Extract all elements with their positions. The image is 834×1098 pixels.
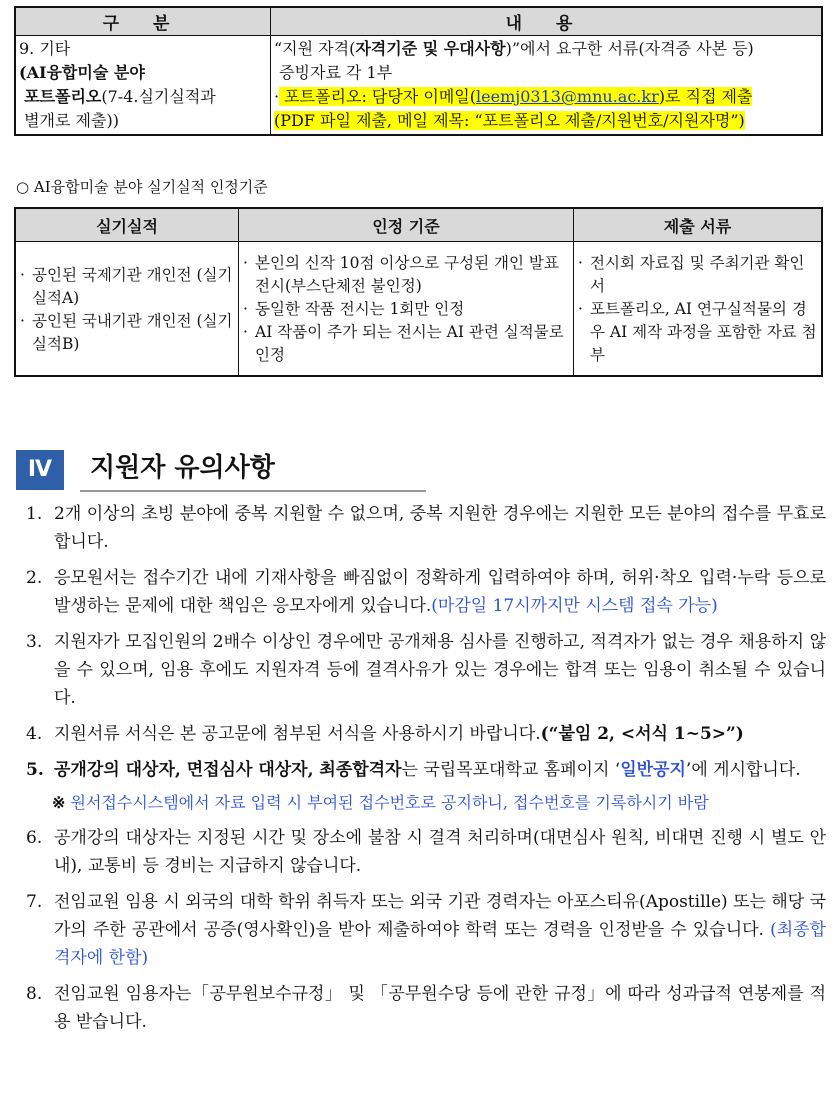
item-text: 전임교원 임용자는「공무원보수규정」 및 「공무원수당 등에 관한 규정」에 따라 성과급적 연봉제를 적용 받습니다. [54, 984, 826, 1032]
item-number: 2. [26, 568, 43, 588]
item-number: 4. [26, 724, 43, 744]
item-number: 5. [26, 760, 44, 780]
item-text: ’에 게시합니다. [685, 760, 801, 780]
content-text: )”에서 요구한 서류(자격증 사본 등) [505, 39, 754, 58]
item-text: 공개강의 대상자는 지정된 시간 및 장소에 불참 시 결격 처리하며(대면심사 원칙, 비대면 진행 시 별도 안내), 교통비 등 경비는 지급하지 않습니다. [54, 828, 826, 876]
item-number: 6. [26, 828, 43, 848]
list-item [26, 756, 826, 784]
content-text: “지원 자격( [274, 39, 356, 58]
criteria-item: AI 작품이 주가 되는 전시는 AI 관련 실적물로 인정 [255, 323, 564, 364]
email-link[interactable]: leemj0313@mnu.ac.kr [476, 87, 659, 106]
section-underline [80, 490, 426, 492]
list-item [26, 824, 826, 880]
category-line: 별개로 제출)) [24, 111, 119, 130]
item-number: 8. [26, 984, 43, 1004]
category-line-bold: 포트폴리오 [24, 87, 102, 106]
item-bold-text: (“붙임 2, <서식 1~5>”) [540, 724, 744, 744]
section-number: Ⅳ [16, 450, 64, 490]
document-item: 포트폴리오, AI 연구실적물의 경우 AI 제작 과정을 포함한 자료 첨부 [590, 300, 817, 364]
category-line: 9. 기타 [19, 39, 71, 58]
category-line: (7-4.실기실적과 [101, 87, 216, 106]
note-text: 원서접수시스템에서 자료 입력 시 부여된 접수번호로 공지하니, 접수번호를 기록하시기 바람 [65, 793, 709, 812]
performance-item: 공인된 국내기관 개인전 (실기실적B) [32, 312, 233, 353]
section-title: 지원자 유의사항 [90, 453, 275, 483]
item-number: 1. [26, 504, 43, 524]
item-text: 는 국립목포대학교 홈페이지 ‘ [401, 760, 621, 780]
header-content: 내 용 [271, 7, 823, 36]
header-performance: 실기실적 [15, 208, 239, 242]
item-text: 전임교원 임용 시 외국의 대학 학위 취득자 또는 외국 기관 경력자는 아포스티유(Apostille) 또는 해당 국가의 주한 공관에서 공증(영사확인)을 받아 제출하여야 학력 또는 경력을 인정받을 수 있습니다. [54, 892, 826, 940]
document-item: 전시회 자료집 및 주최기관 확인서 [590, 254, 805, 295]
item-blue-text: (마감일 17시까지만 시스템 접속 가능) [431, 596, 718, 616]
criteria-item: 본인의 신작 10점 이상으로 구성된 개인 발표 전시(부스단체전 불인정) [255, 254, 559, 295]
category-cell [15, 36, 271, 136]
header-documents: 제출 서류 [574, 208, 823, 242]
content-cell [271, 36, 823, 136]
item-text: 응모원서는 접수기간 내에 기재사항을 빠짐없이 정확하게 입력하여야 하며, 허위·착오 입력·누락 등으로 발생하는 문제에 대한 책임은 응모자에게 있습니다. [54, 568, 826, 616]
list-item [26, 888, 826, 972]
list-item [26, 720, 826, 748]
list-item [26, 628, 826, 712]
documents-cell: · 전시회 자료집 및 주최기관 확인서 · 포트폴리오, AI 연구실적물의 경우 AI 제작 과정을 포함한 자료 첨부 [574, 242, 823, 377]
bullet-dot: · [274, 87, 280, 106]
item-blue-text: (최종합격자에 한함) [54, 920, 826, 968]
header-criteria: 인정 기준 [239, 208, 574, 242]
highlight-text: (PDF 파일 제출, 메일 제목: “포트폴리오 제출/지원번호/지원자명”) [274, 111, 745, 130]
content-text: 증빙자료 각 1부 [279, 63, 393, 82]
item-bold-text: 공개강의 대상자, 면접심사 대상자, 최종합격자 [54, 760, 402, 780]
subtitle: ○ AI융합미술 분야 실기실적 인정기준 [16, 178, 268, 196]
list-item [26, 500, 826, 556]
performance-cell: · 공인된 국제기관 개인전 (실기실적A) · 공인된 국내기관 개인전 (실기실적B) [15, 242, 239, 377]
item-number: 3. [26, 632, 43, 652]
list-item [26, 980, 826, 1036]
item-blue-text: 일반공지 [620, 760, 686, 780]
item-text: 지원자가 모집인원의 2배수 이상인 경우에만 공개채용 심사를 진행하고, 적격자가 없는 경우 채용하지 않을 수 있으며, 임용 후에도 지원자격 등에 결격사유가 있는 경우에는 합격 또는 임용이 취소될 수 있습니다. [54, 632, 826, 708]
item-text: 지원서류 서식은 본 공고문에 첨부된 서식을 사용하시기 바랍니다. [54, 724, 541, 744]
content-bold: 자격기준 및 우대사항 [355, 39, 506, 58]
item-text: 2개 이상의 초빙 분야에 중복 지원할 수 없으며, 중복 지원한 경우에는 지원한 모든 분야의 접수를 무효로 합니다. [54, 504, 826, 552]
list-item [26, 564, 826, 620]
criteria-item: 동일한 작품 전시는 1회만 인정 [255, 300, 465, 318]
performance-item: 공인된 국제기관 개인전 (실기실적A) [32, 266, 233, 307]
notice-list [26, 500, 826, 1044]
etc-table [14, 6, 823, 136]
highlight-text: 포트폴리오: 담당자 이메일( [279, 87, 477, 106]
category-line: (AI융합미술 분야 [19, 63, 145, 82]
criteria-table [14, 207, 823, 377]
header-category: 구 분 [15, 7, 271, 36]
section-header [16, 448, 426, 494]
criteria-cell: · 본인의 신작 10점 이상으로 구성된 개인 발표 전시(부스단체전 불인정) · 동일한 작품 전시는 1회만 인정 · AI 작품이 주가 되는 전시는 AI 관련 실적물로 인정 [239, 242, 574, 377]
notice-note [52, 790, 826, 816]
note-mark: ※ [52, 793, 66, 812]
highlight-text: )로 직접 제출 [658, 87, 753, 106]
item-number: 7. [26, 892, 43, 912]
